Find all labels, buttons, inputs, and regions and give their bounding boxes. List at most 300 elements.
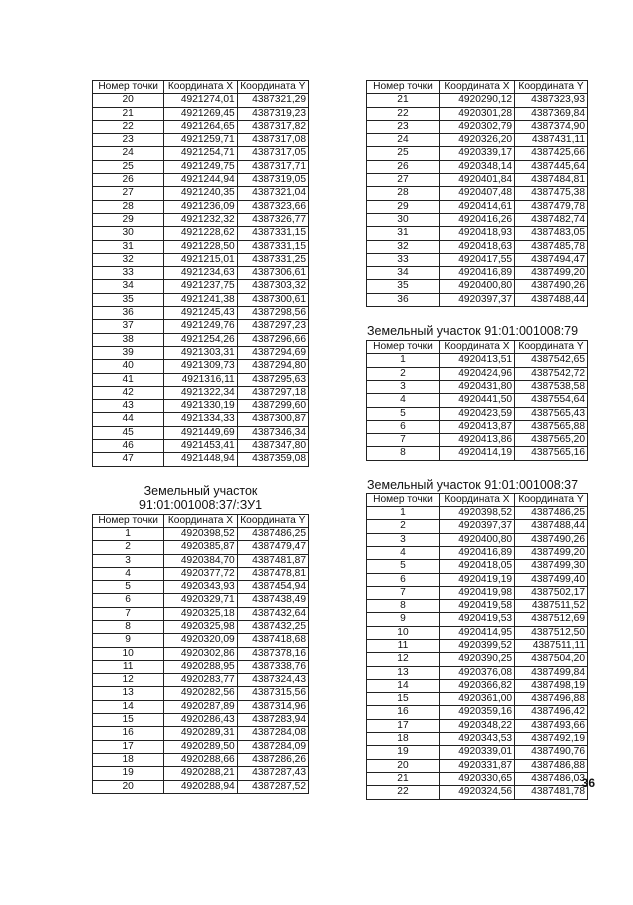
cell-point-number: 30 xyxy=(367,213,440,226)
cell-coordinate-x: 4920413,87 xyxy=(439,420,514,433)
table-row xyxy=(93,160,309,173)
cell-coordinate-y: 4387284,08 xyxy=(237,727,308,740)
table-row xyxy=(367,666,588,679)
cell-coordinate-y: 4387565,16 xyxy=(515,447,588,460)
table-row xyxy=(93,554,309,567)
cell-point-number: 21 xyxy=(93,107,164,120)
cell-coordinate-x: 4920416,89 xyxy=(439,546,514,559)
cell-point-number: 3 xyxy=(367,380,440,393)
table-row xyxy=(93,120,309,133)
cell-coordinate-y: 4387483,05 xyxy=(515,227,588,240)
table-row xyxy=(367,520,588,533)
cell-coordinate-x: 4921334,33 xyxy=(164,413,237,426)
table-row xyxy=(367,786,588,799)
header-coordinate-x: Координата X xyxy=(164,81,237,94)
cell-point-number: 9 xyxy=(93,634,164,647)
cell-coordinate-y: 4387479,47 xyxy=(237,541,308,554)
table-row xyxy=(367,160,588,173)
cell-coordinate-y: 4387297,18 xyxy=(237,386,308,399)
table-row xyxy=(93,620,309,633)
table-row xyxy=(93,147,309,160)
cell-point-number: 25 xyxy=(93,160,164,173)
cell-coordinate-y: 4387511,11 xyxy=(515,639,588,652)
cell-point-number: 35 xyxy=(367,280,440,293)
cell-coordinate-x: 4920331,87 xyxy=(439,759,514,772)
cell-point-number: 29 xyxy=(367,200,440,213)
cell-coordinate-x: 4920424,96 xyxy=(439,367,514,380)
table-row xyxy=(367,94,588,107)
cell-point-number: 35 xyxy=(93,293,164,306)
cell-point-number: 18 xyxy=(93,753,164,766)
cell-coordinate-x: 4920290,12 xyxy=(439,94,514,107)
table-row xyxy=(367,267,588,280)
table-row xyxy=(367,772,588,785)
cell-coordinate-x: 4920326,20 xyxy=(439,134,514,147)
cell-point-number: 20 xyxy=(93,780,164,793)
cell-coordinate-y: 4387431,11 xyxy=(515,134,588,147)
cell-point-number: 13 xyxy=(367,666,440,679)
cell-coordinate-y: 4387565,43 xyxy=(515,407,588,420)
cell-point-number: 44 xyxy=(93,413,164,426)
cell-point-number: 34 xyxy=(367,267,440,280)
cell-coordinate-y: 4387294,69 xyxy=(237,346,308,359)
table-row xyxy=(367,200,588,213)
cell-coordinate-x: 4921309,73 xyxy=(164,360,237,373)
cell-coordinate-x: 4920366,82 xyxy=(439,679,514,692)
cell-coordinate-y: 4387331,15 xyxy=(237,227,308,240)
cell-point-number: 13 xyxy=(93,687,164,700)
cell-coordinate-x: 4920288,95 xyxy=(164,660,237,673)
cell-coordinate-x: 4921234,63 xyxy=(164,267,237,280)
cell-point-number: 22 xyxy=(367,107,440,120)
cell-coordinate-x: 4921232,32 xyxy=(164,213,237,226)
cell-coordinate-y: 4387331,15 xyxy=(237,240,308,253)
left-column xyxy=(92,80,309,794)
cell-coordinate-x: 4920419,58 xyxy=(439,600,514,613)
cell-coordinate-x: 4921240,35 xyxy=(164,187,237,200)
cell-coordinate-y: 4387324,43 xyxy=(237,674,308,687)
table-row xyxy=(93,753,309,766)
table-row xyxy=(367,240,588,253)
cell-coordinate-y: 4387317,05 xyxy=(237,147,308,160)
cell-point-number: 5 xyxy=(367,560,440,573)
cell-point-number: 24 xyxy=(93,147,164,160)
cell-coordinate-y: 4387295,63 xyxy=(237,373,308,386)
cell-coordinate-y: 4387490,76 xyxy=(515,746,588,759)
cell-point-number: 47 xyxy=(93,453,164,466)
table-row xyxy=(367,719,588,732)
cell-point-number: 1 xyxy=(367,507,440,520)
table-row xyxy=(367,447,588,460)
cell-coordinate-y: 4387478,81 xyxy=(237,567,308,580)
cell-point-number: 11 xyxy=(367,639,440,652)
cell-point-number: 2 xyxy=(93,541,164,554)
cell-point-number: 2 xyxy=(367,520,440,533)
cell-coordinate-y: 4387479,78 xyxy=(515,200,588,213)
cell-coordinate-x: 4920288,66 xyxy=(164,753,237,766)
table-row xyxy=(93,527,309,540)
table-row xyxy=(93,174,309,187)
header-coordinate-x: Координата X xyxy=(439,81,514,94)
cell-coordinate-y: 4387300,87 xyxy=(237,413,308,426)
coordinates-table-plot-37 xyxy=(366,493,588,800)
cell-point-number: 20 xyxy=(367,759,440,772)
cell-coordinate-x: 4921236,09 xyxy=(164,200,237,213)
cell-point-number: 1 xyxy=(367,354,440,367)
cell-point-number: 27 xyxy=(93,187,164,200)
cell-coordinate-y: 4387317,82 xyxy=(237,120,308,133)
cell-point-number: 28 xyxy=(93,200,164,213)
coordinates-table-plot-37-zu1 xyxy=(92,514,309,794)
cell-coordinate-x: 4920282,56 xyxy=(164,687,237,700)
cell-coordinate-y: 4387554,64 xyxy=(515,394,588,407)
cell-coordinate-x: 4920325,18 xyxy=(164,607,237,620)
header-point-number: Номер точки xyxy=(367,341,440,354)
cell-point-number: 9 xyxy=(367,613,440,626)
table-row xyxy=(93,213,309,226)
cell-coordinate-x: 4920359,16 xyxy=(439,706,514,719)
table-row xyxy=(93,687,309,700)
cell-point-number: 7 xyxy=(367,434,440,447)
cell-coordinate-x: 4920416,89 xyxy=(439,267,514,280)
cell-point-number: 23 xyxy=(93,134,164,147)
cell-coordinate-x: 4920419,98 xyxy=(439,586,514,599)
cell-coordinate-x: 4921449,69 xyxy=(164,426,237,439)
cell-point-number: 27 xyxy=(367,174,440,187)
cell-coordinate-y: 4387486,25 xyxy=(237,527,308,540)
header-point-number: Номер точки xyxy=(367,493,440,506)
header-coordinate-y: Координата Y xyxy=(237,514,308,527)
cell-coordinate-x: 4921269,45 xyxy=(164,107,237,120)
table-row xyxy=(93,647,309,660)
cell-coordinate-y: 4387438,49 xyxy=(237,594,308,607)
table-row xyxy=(93,187,309,200)
cell-coordinate-x: 4920348,14 xyxy=(439,160,514,173)
cell-coordinate-y: 4387482,74 xyxy=(515,213,588,226)
cell-point-number: 14 xyxy=(367,679,440,692)
table-header-row xyxy=(367,493,588,506)
table-row xyxy=(367,120,588,133)
cell-coordinate-x: 4920413,51 xyxy=(439,354,514,367)
header-point-number: Номер точки xyxy=(93,81,164,94)
cell-point-number: 42 xyxy=(93,386,164,399)
cell-coordinate-x: 4920384,70 xyxy=(164,554,237,567)
section-title-plot-37: Земельный участок 91:01:001008:37 xyxy=(367,477,579,492)
cell-coordinate-y: 4387454,94 xyxy=(237,581,308,594)
cell-point-number: 36 xyxy=(93,307,164,320)
table-row xyxy=(367,759,588,772)
cell-coordinate-y: 4387492,19 xyxy=(515,733,588,746)
cell-coordinate-x: 4920283,77 xyxy=(164,674,237,687)
cell-point-number: 31 xyxy=(93,240,164,253)
cell-coordinate-x: 4921259,71 xyxy=(164,134,237,147)
cell-point-number: 6 xyxy=(93,594,164,607)
table-header-row xyxy=(93,81,309,94)
table-row xyxy=(367,706,588,719)
cell-coordinate-x: 4920414,95 xyxy=(439,626,514,639)
cell-point-number: 5 xyxy=(93,581,164,594)
cell-coordinate-x: 4921254,26 xyxy=(164,333,237,346)
cell-coordinate-y: 4387319,05 xyxy=(237,174,308,187)
header-coordinate-x: Координата X xyxy=(164,514,237,527)
table-row xyxy=(93,660,309,673)
cell-coordinate-x: 4920329,71 xyxy=(164,594,237,607)
table-row xyxy=(93,413,309,426)
cell-coordinate-x: 4920325,98 xyxy=(164,620,237,633)
cell-coordinate-y: 4387490,26 xyxy=(515,280,588,293)
table-row xyxy=(367,746,588,759)
cell-coordinate-x: 4921228,50 xyxy=(164,240,237,253)
cell-point-number: 7 xyxy=(93,607,164,620)
cell-coordinate-x: 4920361,00 xyxy=(439,693,514,706)
cell-coordinate-x: 4920348,22 xyxy=(439,719,514,732)
cell-coordinate-x: 4920343,53 xyxy=(439,733,514,746)
cell-coordinate-x: 4920431,80 xyxy=(439,380,514,393)
cell-coordinate-y: 4387542,72 xyxy=(515,367,588,380)
table-row xyxy=(93,267,309,280)
cell-coordinate-x: 4920390,25 xyxy=(439,653,514,666)
cell-coordinate-y: 4387475,38 xyxy=(515,187,588,200)
cell-coordinate-x: 4920385,87 xyxy=(164,541,237,554)
cell-coordinate-x: 4920398,52 xyxy=(439,507,514,520)
cell-coordinate-x: 4921237,75 xyxy=(164,280,237,293)
cell-coordinate-y: 4387314,96 xyxy=(237,700,308,713)
table-row xyxy=(93,426,309,439)
cell-point-number: 8 xyxy=(367,447,440,460)
cell-point-number: 18 xyxy=(367,733,440,746)
section-title-plot-79: Земельный участок 91:01:001008:79 xyxy=(367,324,579,339)
cell-coordinate-y: 4387425,66 xyxy=(515,147,588,160)
cell-coordinate-y: 4387445,64 xyxy=(515,160,588,173)
cell-coordinate-y: 4387484,81 xyxy=(515,174,588,187)
section-title-line-2: 91:01:001008:37/:ЗУ1 xyxy=(138,497,263,512)
table-row xyxy=(93,567,309,580)
cell-coordinate-y: 4387512,50 xyxy=(515,626,588,639)
table-row xyxy=(93,541,309,554)
cell-point-number: 7 xyxy=(367,586,440,599)
cell-coordinate-y: 4387283,94 xyxy=(237,714,308,727)
cell-coordinate-y: 4387499,30 xyxy=(515,560,588,573)
table-row xyxy=(367,227,588,240)
cell-coordinate-y: 4387286,26 xyxy=(237,753,308,766)
cell-point-number: 20 xyxy=(93,94,164,107)
cell-coordinate-x: 4920288,94 xyxy=(164,780,237,793)
cell-point-number: 22 xyxy=(93,120,164,133)
table-row xyxy=(367,679,588,692)
table-row xyxy=(93,280,309,293)
cell-point-number: 12 xyxy=(93,674,164,687)
cell-coordinate-y: 4387299,60 xyxy=(237,400,308,413)
cell-coordinate-x: 4920423,59 xyxy=(439,407,514,420)
cell-point-number: 10 xyxy=(93,647,164,660)
cell-coordinate-x: 4920398,52 xyxy=(164,527,237,540)
table-row xyxy=(93,333,309,346)
cell-coordinate-y: 4387499,20 xyxy=(515,267,588,280)
cell-coordinate-y: 4387298,56 xyxy=(237,307,308,320)
cell-point-number: 21 xyxy=(367,94,440,107)
cell-point-number: 28 xyxy=(367,187,440,200)
cell-point-number: 6 xyxy=(367,573,440,586)
cell-point-number: 46 xyxy=(93,440,164,453)
cell-coordinate-y: 4387504,20 xyxy=(515,653,588,666)
table-row xyxy=(367,420,588,433)
cell-coordinate-x: 4920324,56 xyxy=(439,786,514,799)
cell-point-number: 26 xyxy=(93,174,164,187)
cell-coordinate-y: 4387346,34 xyxy=(237,426,308,439)
cell-coordinate-y: 4387359,08 xyxy=(237,453,308,466)
cell-point-number: 4 xyxy=(367,394,440,407)
cell-point-number: 8 xyxy=(367,600,440,613)
cell-coordinate-y: 4387284,09 xyxy=(237,740,308,753)
cell-point-number: 34 xyxy=(93,280,164,293)
cell-coordinate-x: 4920400,80 xyxy=(439,533,514,546)
cell-coordinate-y: 4387319,23 xyxy=(237,107,308,120)
cell-coordinate-x: 4921244,94 xyxy=(164,174,237,187)
cell-point-number: 6 xyxy=(367,420,440,433)
cell-coordinate-y: 4387488,44 xyxy=(515,293,588,306)
cell-coordinate-y: 4387565,88 xyxy=(515,420,588,433)
header-coordinate-x: Координата X xyxy=(439,341,514,354)
table-row xyxy=(367,147,588,160)
cell-point-number: 3 xyxy=(93,554,164,567)
cell-coordinate-y: 4387378,16 xyxy=(237,647,308,660)
cell-point-number: 8 xyxy=(93,620,164,633)
cell-coordinate-x: 4921245,43 xyxy=(164,307,237,320)
table-row xyxy=(367,546,588,559)
cell-coordinate-x: 4921228,62 xyxy=(164,227,237,240)
table-row xyxy=(93,400,309,413)
cell-point-number: 17 xyxy=(93,740,164,753)
cell-point-number: 4 xyxy=(93,567,164,580)
table-row xyxy=(93,253,309,266)
table-row xyxy=(367,407,588,420)
cell-coordinate-x: 4920399,52 xyxy=(439,639,514,652)
cell-coordinate-y: 4387321,29 xyxy=(237,94,308,107)
cell-coordinate-x: 4921264,65 xyxy=(164,120,237,133)
table-row xyxy=(367,533,588,546)
cell-point-number: 21 xyxy=(367,772,440,785)
cell-coordinate-x: 4920302,79 xyxy=(439,120,514,133)
table-header-row xyxy=(367,341,588,354)
cell-coordinate-x: 4920419,19 xyxy=(439,573,514,586)
cell-coordinate-y: 4387347,80 xyxy=(237,440,308,453)
cell-point-number: 1 xyxy=(93,527,164,540)
cell-coordinate-x: 4920288,21 xyxy=(164,767,237,780)
table-row xyxy=(367,174,588,187)
cell-coordinate-y: 4387315,56 xyxy=(237,687,308,700)
cell-point-number: 29 xyxy=(93,213,164,226)
table-row xyxy=(367,394,588,407)
cell-point-number: 30 xyxy=(93,227,164,240)
cell-coordinate-y: 4387486,03 xyxy=(515,772,588,785)
table-row xyxy=(93,293,309,306)
table-row xyxy=(367,586,588,599)
cell-coordinate-y: 4387486,25 xyxy=(515,507,588,520)
cell-coordinate-x: 4920417,55 xyxy=(439,253,514,266)
cell-coordinate-x: 4920301,28 xyxy=(439,107,514,120)
cell-coordinate-x: 4920287,89 xyxy=(164,700,237,713)
table-row xyxy=(93,200,309,213)
cell-coordinate-y: 4387512,69 xyxy=(515,613,588,626)
cell-coordinate-y: 4387323,66 xyxy=(237,200,308,213)
cell-coordinate-y: 4387486,88 xyxy=(515,759,588,772)
cell-coordinate-y: 4387296,66 xyxy=(237,333,308,346)
cell-point-number: 5 xyxy=(367,407,440,420)
cell-point-number: 45 xyxy=(93,426,164,439)
right-column xyxy=(366,80,588,800)
table-row xyxy=(93,581,309,594)
cell-coordinate-x: 4921322,34 xyxy=(164,386,237,399)
cell-coordinate-x: 4921249,76 xyxy=(164,320,237,333)
cell-coordinate-y: 4387297,23 xyxy=(237,320,308,333)
cell-coordinate-y: 4387303,32 xyxy=(237,280,308,293)
table-row xyxy=(93,594,309,607)
cell-coordinate-y: 4387499,84 xyxy=(515,666,588,679)
cell-coordinate-x: 4920441,50 xyxy=(439,394,514,407)
cell-coordinate-y: 4387565,20 xyxy=(515,434,588,447)
cell-coordinate-x: 4920401,84 xyxy=(439,174,514,187)
table-row xyxy=(93,346,309,359)
cell-coordinate-y: 4387502,17 xyxy=(515,586,588,599)
table-row xyxy=(367,434,588,447)
cell-coordinate-x: 4920343,93 xyxy=(164,581,237,594)
section-title-line-1: Земельный участок xyxy=(143,483,258,498)
cell-coordinate-x: 4921448,94 xyxy=(164,453,237,466)
cell-coordinate-x: 4920339,17 xyxy=(439,147,514,160)
header-coordinate-y: Координата Y xyxy=(515,81,588,94)
cell-coordinate-y: 4387321,04 xyxy=(237,187,308,200)
cell-coordinate-y: 4387494,47 xyxy=(515,253,588,266)
table-row xyxy=(93,607,309,620)
cell-point-number: 43 xyxy=(93,400,164,413)
cell-point-number: 11 xyxy=(93,660,164,673)
cell-coordinate-x: 4920413,86 xyxy=(439,434,514,447)
table-row xyxy=(93,320,309,333)
cell-point-number: 12 xyxy=(367,653,440,666)
table-row xyxy=(367,354,588,367)
cell-coordinate-y: 4387493,66 xyxy=(515,719,588,732)
cell-point-number: 38 xyxy=(93,333,164,346)
table-row xyxy=(93,780,309,793)
cell-coordinate-y: 4387432,25 xyxy=(237,620,308,633)
table-row xyxy=(367,187,588,200)
table-row xyxy=(93,634,309,647)
cell-coordinate-y: 4387542,65 xyxy=(515,354,588,367)
cell-point-number: 16 xyxy=(367,706,440,719)
cell-coordinate-x: 4920407,48 xyxy=(439,187,514,200)
table-row xyxy=(367,507,588,520)
cell-coordinate-x: 4921453,41 xyxy=(164,440,237,453)
cell-point-number: 41 xyxy=(93,373,164,386)
table-row xyxy=(93,727,309,740)
cell-point-number: 10 xyxy=(367,626,440,639)
header-coordinate-y: Координата Y xyxy=(515,341,588,354)
cell-point-number: 16 xyxy=(93,727,164,740)
cell-point-number: 33 xyxy=(93,267,164,280)
cell-coordinate-x: 4920320,09 xyxy=(164,634,237,647)
table-header-row xyxy=(93,514,309,527)
cell-coordinate-x: 4920419,53 xyxy=(439,613,514,626)
cell-coordinate-x: 4921303,31 xyxy=(164,346,237,359)
table-row xyxy=(93,700,309,713)
table-row xyxy=(367,600,588,613)
cell-coordinate-x: 4920414,19 xyxy=(439,447,514,460)
page-number: 36 xyxy=(581,776,595,790)
cell-coordinate-x: 4921215,01 xyxy=(164,253,237,266)
cell-point-number: 40 xyxy=(93,360,164,373)
cell-coordinate-y: 4387331,25 xyxy=(237,253,308,266)
cell-coordinate-y: 4387432,64 xyxy=(237,607,308,620)
